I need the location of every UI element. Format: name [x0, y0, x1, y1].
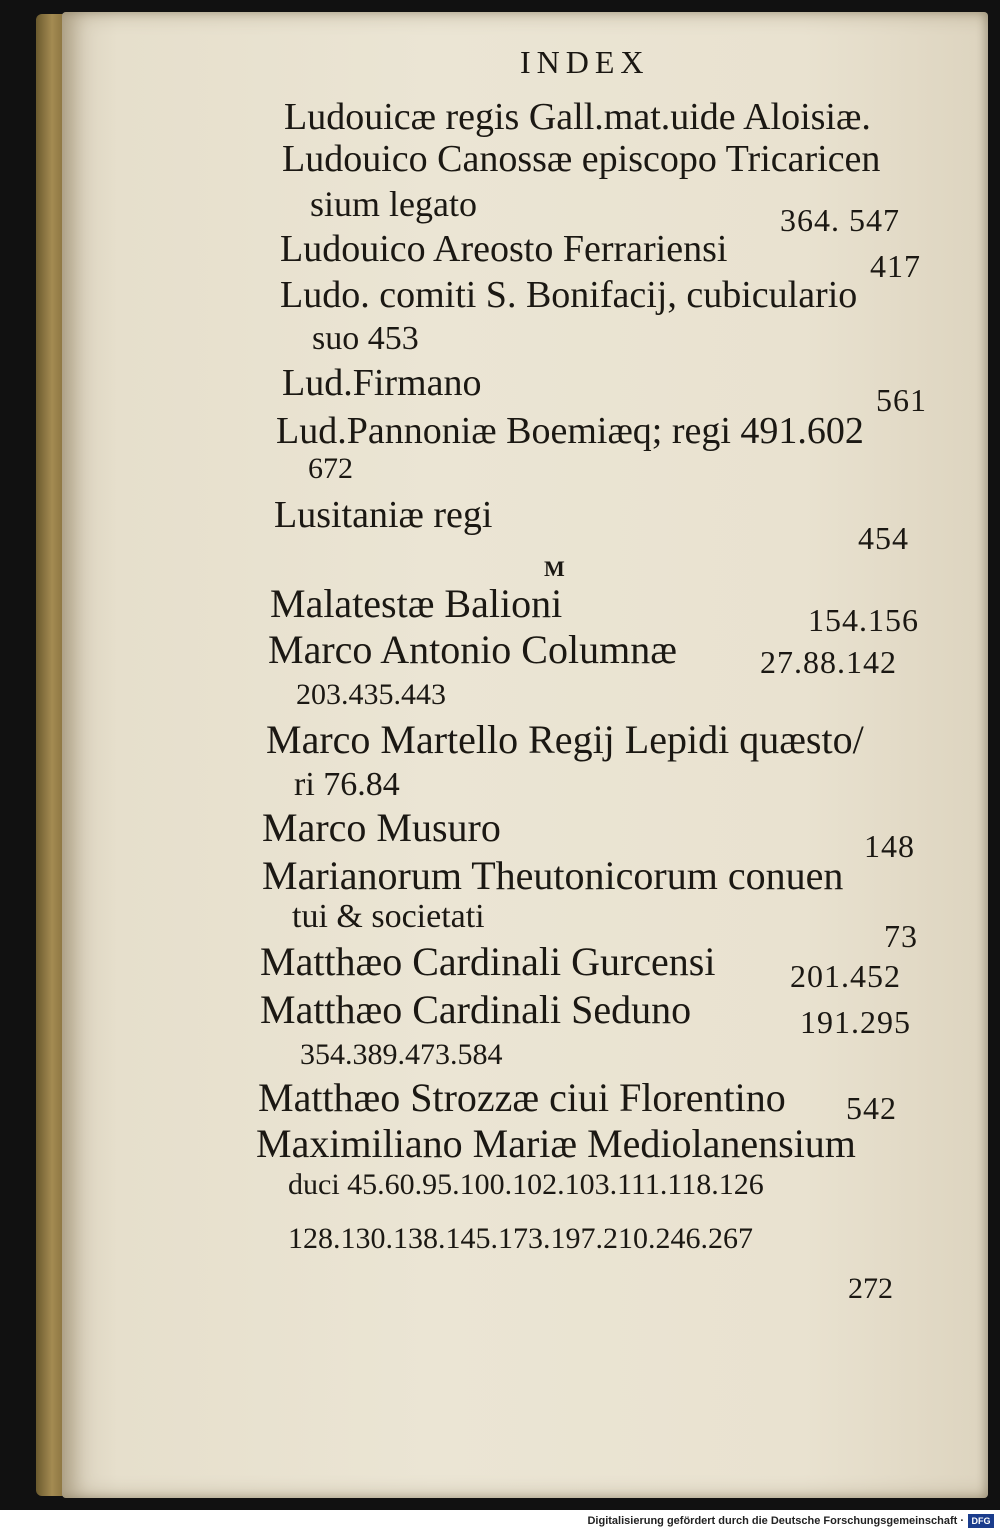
entry-line: tui & societati: [292, 898, 485, 935]
entry-line: Ludouicæ regis Gall.mat.uide Aloisiæ.: [284, 96, 871, 138]
entry-line: Matthæo Cardinali Gurcensi: [260, 939, 716, 984]
entry-pages: 148: [864, 828, 915, 864]
entry-line: Marco Musuro: [262, 805, 501, 850]
entry-line: Maximiliano Mariæ Mediolanensium: [256, 1121, 856, 1166]
entry-pages: 542: [846, 1090, 897, 1126]
entry-pages: 364. 547: [780, 202, 900, 238]
entry-line: Matthæo Cardinali Seduno: [260, 987, 692, 1032]
entry-line: 203.435.443: [296, 678, 446, 711]
entry-pages: 73: [884, 918, 918, 954]
entry-line: Ludouico Canossæ episcopo Tricaricen: [282, 138, 881, 180]
dfg-logo-icon: DFG: [968, 1514, 994, 1528]
entry-pages: 417: [870, 248, 921, 284]
entry-line: Matthæo Strozzæ ciui Florentino: [258, 1075, 786, 1120]
entry-line: Lusitaniæ regi: [274, 494, 493, 536]
entry-line: Malatestæ Balioni: [270, 581, 563, 626]
digitization-footer: [0, 1510, 1000, 1532]
entry-line: sium legato: [310, 184, 477, 224]
entry-line: Marianorum Theutonicorum conuen: [262, 853, 844, 898]
entry-line: duci 45.60.95.100.102.103.111.118.126: [288, 1168, 764, 1201]
footer-credit: Digitalisierung gefördert durch die Deutsche Forschungsgemeinschaft ·: [587, 1515, 964, 1527]
entry-line: Lud.Firmano: [282, 362, 482, 404]
entry-line: ri 76.84: [294, 766, 400, 803]
entry-line: 128.130.138.145.173.197.210.246.267: [288, 1222, 753, 1255]
entry-line: 272: [848, 1272, 893, 1305]
entry-pages: 191.295: [800, 1004, 911, 1040]
entry-line: 354.389.473.584: [300, 1038, 503, 1071]
entry-pages: 154.156: [808, 602, 919, 638]
entry-line: 672: [308, 452, 353, 485]
entry-line: Marco Martello Regij Lepidi quæsto/: [266, 717, 864, 762]
entry-line: Marco Antonio Columnæ: [268, 627, 677, 672]
entry-line: Ludo. comiti S. Bonifacij, cubiculario: [280, 274, 858, 316]
entry-pages: 561: [876, 382, 927, 418]
page-header: INDEX: [520, 44, 650, 80]
entry-pages: 454: [858, 520, 909, 556]
entry-line: Ludouico Areosto Ferrariensi: [280, 228, 728, 270]
entry-pages: 27.88.142: [760, 644, 897, 680]
section-letter: M: [544, 556, 565, 581]
entry-pages: 201.452: [790, 958, 901, 994]
entry-line: Lud.Pannoniæ Boemiæq; regi 491.602: [276, 410, 864, 452]
entry-line: suo 453: [312, 320, 419, 357]
